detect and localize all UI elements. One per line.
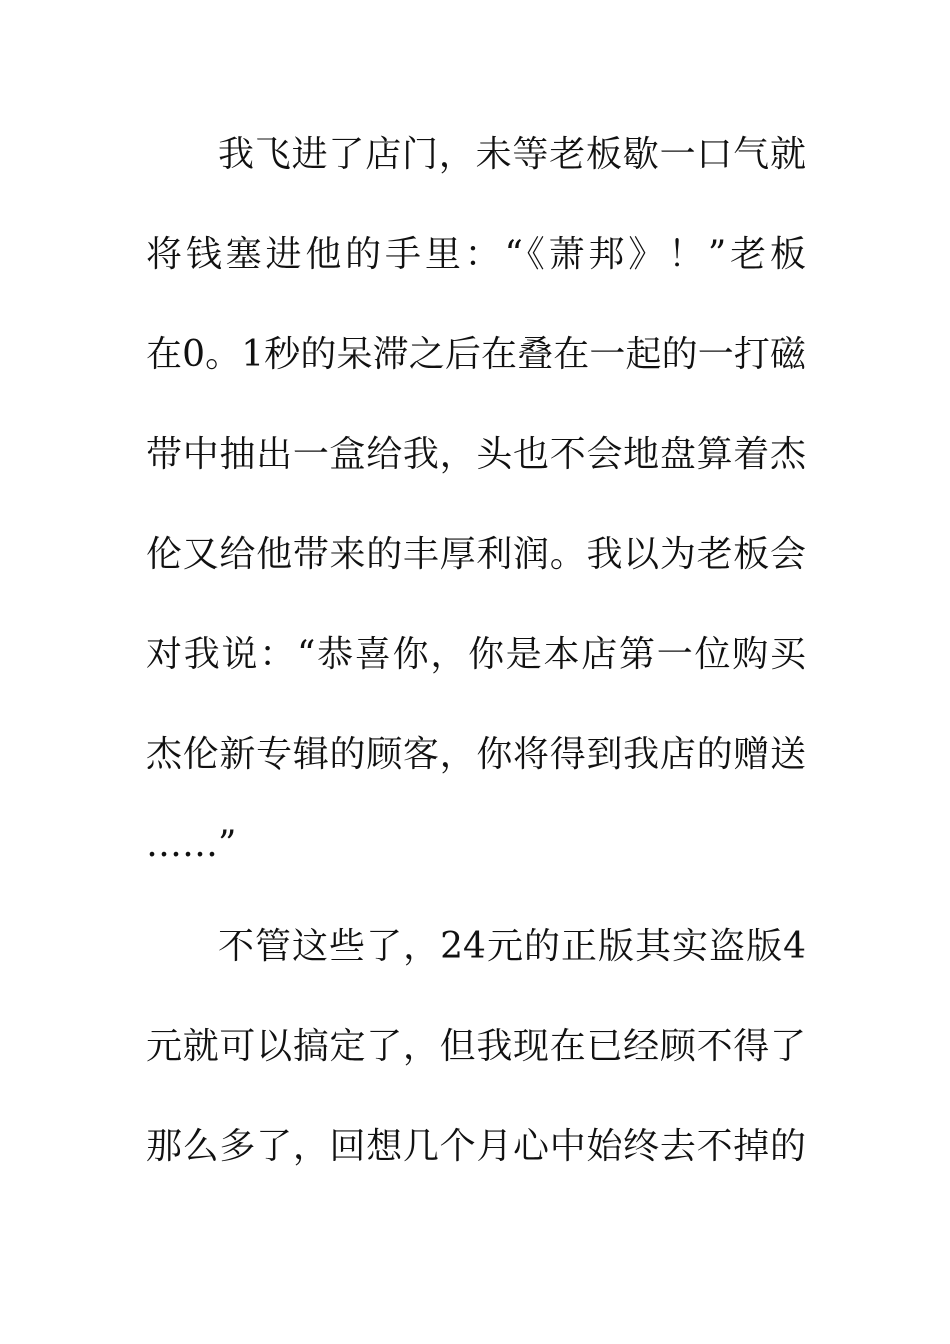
paragraph-line: 将钱塞进他的手里：“《萧邦》！”老板 bbox=[146, 234, 806, 275]
paragraph-line: 那么多了，回想几个月心中始终去不掉的 bbox=[146, 1126, 806, 1167]
paragraph-line: 对我说：“恭喜你，你是本店第一位购买 bbox=[146, 634, 806, 675]
paragraph-line: ……” bbox=[146, 824, 237, 865]
paragraph-line: 不管这些了，24元的正版其实盗版4 bbox=[218, 926, 806, 967]
paragraph-line: 在0。1秒的呆滞之后在叠在一起的一打磁 bbox=[146, 334, 806, 375]
paragraph-line: 带中抽出一盒给我，头也不会地盘算着杰 bbox=[146, 434, 806, 475]
paragraph-line: 伦又给他带来的丰厚利润。我以为老板会 bbox=[146, 534, 806, 575]
paragraph-line: 我飞进了店门，未等老板歇一口气就 bbox=[218, 134, 806, 175]
paragraph-line: 杰伦新专辑的顾客，你将得到我店的赠送 bbox=[146, 734, 806, 775]
paragraph-line: 元就可以搞定了，但我现在已经顾不得了 bbox=[146, 1026, 806, 1067]
